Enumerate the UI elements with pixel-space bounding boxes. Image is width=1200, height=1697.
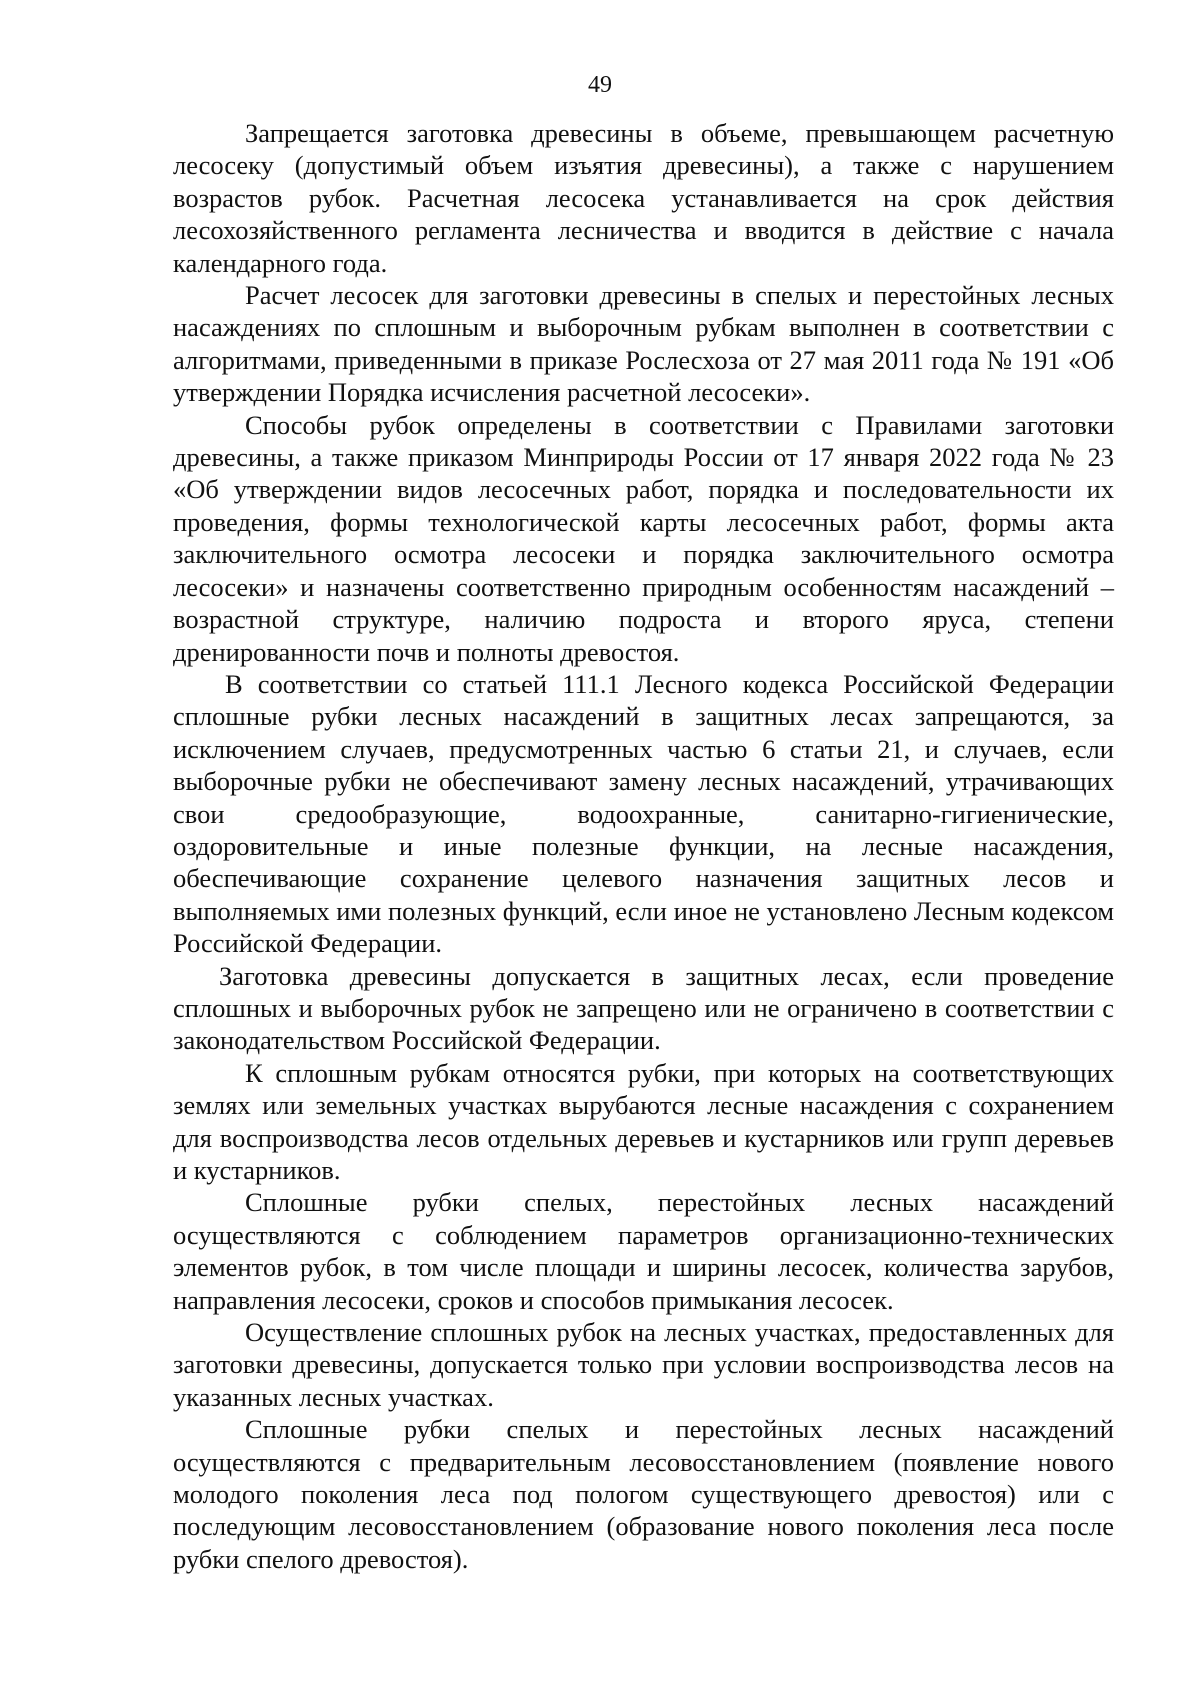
paragraph-cutting-volume-prohibition: Запрещается заготовка древесины в объеме, превышающем расчетную лесосеку (допустимый объем изъятия древесины), а также с нарушением возрастов рубок. Расчетная лесосека устанавливается на срок действия лесохозяйственного регламента лесничества и вводится в действие с начала календарного года. [173, 118, 1114, 278]
paragraph-clear-cutting-definition: К сплошным рубкам относятся рубки, при которых на соответствующих землях или земельных участках вырубаются лесные насаждения с сохранением для воспроизводства лесов отдельных деревьев и кустарников или групп деревьев и кустарников. [173, 1057, 1114, 1185]
paragraph-cutting-area-calculation: Расчет лесосек для заготовки древесины в спелых и перестойных лесных насаждениях по сплошным и выборочным рубкам выполнен в соответствии с алгоритмами, приведенными в приказе Рослесхоза от 27 мая 2011 года № 191 «Об утверждении Порядка исчисления расчетной лесосеки». [173, 280, 1114, 408]
paragraph-clear-cutting-reforestation-types: Сплошные рубки спелых и перестойных лесных насаждений осуществляются с предварительным лесовосстановлением (появление нового молодого поколения леса под пологом существующего древостоя) или с последующим лесовосстановлением (образование нового поколения леса после рубки спелого древостоя). [173, 1414, 1114, 1574]
paragraph-clear-cutting-parameters: Сплошные рубки спелых, перестойных лесных насаждений осуществляются с соблюдением параметров организационно-технических элементов рубок, в том числе площади и ширины лесосек, количества зарубов, направления лесосеки, сроков и способов примыкания лесосек. [173, 1187, 1114, 1315]
paragraph-cutting-methods: Способы рубок определены в соответствии с Правилами заготовки древесины, а также приказом Минприроды России от 17 января 2022 года № 23 «Об утверждении видов лесосечных работ, порядка и последовательности их проведения, формы технологической карты лесосечных работ, формы акта заключительного осмотра лесосеки и порядка заключительного осмотра лесосеки» и назначены соответственно природным особенностям насаждений – возрастной структуре, наличию подроста и второго яруса, степени дренированности почв и полноты древостоя. [173, 409, 1114, 667]
paragraph-clear-cutting-reforestation-condition: Осуществление сплошных рубок на лесных участках, предоставленных для заготовки древесины, допускается только при условии воспроизводства лесов на указанных лесных участках. [173, 1317, 1114, 1412]
paragraph-protective-forests: Заготовка древесины допускается в защитных лесах, если проведение сплошных и выборочных рубок не запрещено или не ограничено в соответствии с законодательством Российской Федерации. [173, 960, 1114, 1056]
paragraph-article-111-1: В соответствии со статьей 111.1 Лесного кодекса Российской Федерации сплошные рубки лесных насаждений в защитных лесах запрещаются, за исключением случаев, предусмотренных частью 6 статьи 21, и случаев, если выборочные рубки не обеспечивают замену лесных насаждений, утрачивающих свои средообразующие, водоохранные, санитарно-гигиенические, оздоровительные и иные полезные функции, на лесные насаждения, обеспечивающие сохранение целевого назначения защитных лесов и выполняемых ими полезных функций, если иное не установлено Лесным кодексом Российской Федерации. [173, 668, 1114, 959]
document-body [173, 117, 1114, 1575]
page-number: 49 [588, 72, 612, 98]
